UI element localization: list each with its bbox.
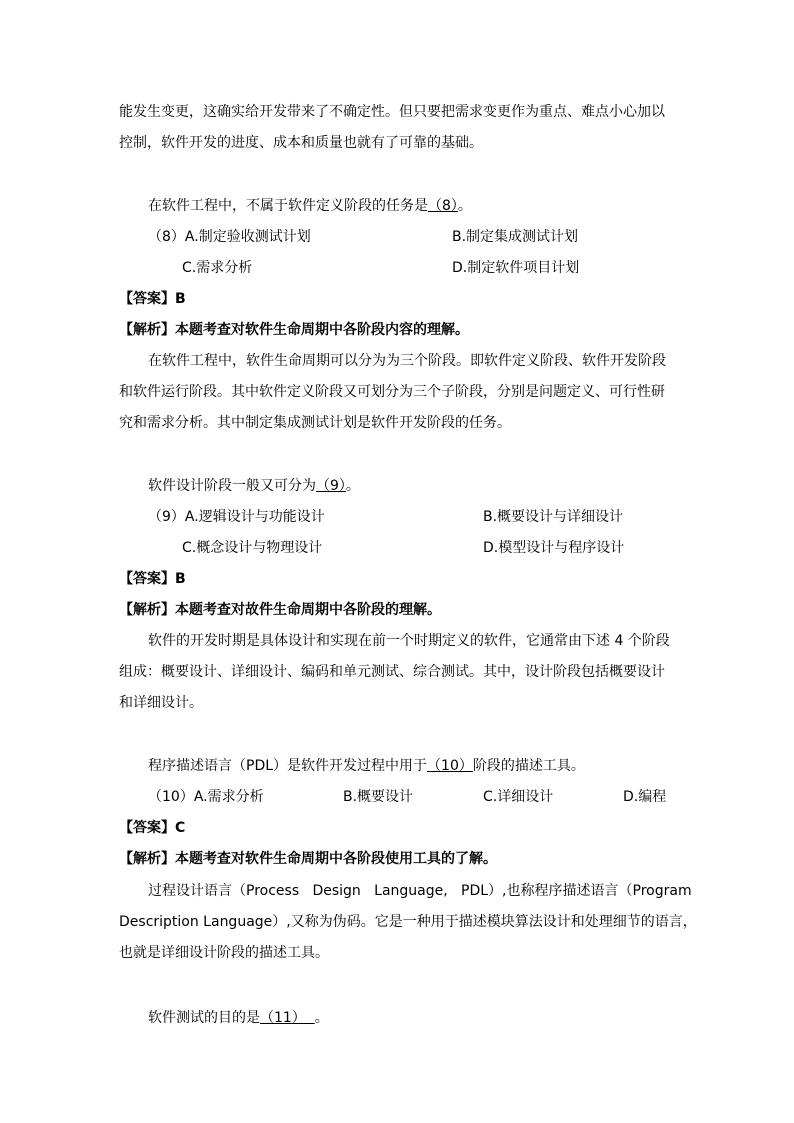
analysis-heading [119, 320, 469, 340]
question-number: （9） [148, 509, 185, 525]
question-10-stem [148, 756, 585, 776]
answer-blank: （11） [260, 1010, 315, 1026]
answer-line [119, 818, 185, 838]
stem-text: 阶段的描述工具。 [472, 758, 585, 774]
stem-text: 程序描述语言（PDL）是软件开发过程中用于 [148, 758, 428, 774]
stem-text: 在软件工程中，不属于软件定义阶段的任务是 [148, 198, 428, 214]
answer-line [119, 289, 186, 309]
option-text: A.逻辑设计与功能设计 [184, 509, 325, 525]
analysis-label: 【解析】 [119, 322, 175, 338]
analysis-title: 本题考查对软件生命周期中各阶段内容的理解。 [175, 322, 469, 338]
answer-value: B [175, 291, 186, 307]
answer-label: 【答案】 [119, 291, 175, 307]
analysis-line: 究和需求分析。其中制定集成测试计划是软件开发阶段的任务。 [119, 415, 511, 431]
answer-value: C [175, 820, 186, 836]
option-c: C.详细设计 [483, 789, 554, 805]
question-number: （10） [148, 789, 194, 805]
question-11-stem [148, 1008, 329, 1028]
stem-text: 软件测试的目的是 [148, 1010, 260, 1026]
analysis-line: 和详细设计。 [119, 695, 203, 711]
answer-blank: （8） [428, 198, 458, 214]
option-d: D.编程 [623, 789, 667, 805]
option-a [148, 227, 311, 247]
stem-text: 。 [314, 1010, 329, 1026]
answer-line [119, 569, 186, 589]
option-b: B.概要设计 [343, 789, 414, 805]
option-text: A.需求分析 [193, 789, 264, 805]
answer-blank: （9） [316, 478, 346, 494]
analysis-line: Description Language）,又称为伪码。它是一种用于描述模块算法设计和处理细节的语言， [119, 914, 697, 930]
answer-value: B [175, 571, 186, 587]
answer-label: 【答案】 [119, 820, 175, 836]
analysis-line: 也就是详细设计阶段的描述工具。 [119, 945, 329, 961]
analysis-title: 本题考查对故件生命周期中各阶段的理解。 [175, 602, 441, 618]
question-8-stem [148, 196, 472, 216]
analysis-label: 【解析】 [119, 851, 175, 867]
option-d: D.制定软件项目计划 [452, 260, 580, 276]
option-b: B.制定集成测试计划 [452, 229, 579, 245]
analysis-line: 组成：概要设计、详细设计、编码和单元测试、综合测试。其中，设计阶段包括概要设计 [119, 664, 665, 680]
stem-text: 。 [457, 198, 472, 214]
option-a [148, 507, 325, 527]
question-9-stem [148, 476, 360, 496]
answer-blank: （10） [427, 758, 473, 774]
option-d: D.模型设计与程序设计 [483, 540, 625, 556]
option-a [148, 787, 264, 807]
answer-label: 【答案】 [119, 571, 175, 587]
option-c: C.概念设计与物理设计 [182, 540, 323, 556]
stem-text: 软件设计阶段一般又可分为 [148, 478, 316, 494]
analysis-title: 本题考查对软件生命周期中各阶段使用工具的了解。 [175, 851, 497, 867]
option-b: B.概要设计与详细设计 [483, 509, 624, 525]
paragraph-line: 控制，软件开发的进度、成本和质量也就有了可靠的基础。 [119, 135, 483, 151]
option-text: A.制定验收测试计划 [184, 229, 311, 245]
analysis-line: 过程设计语言（Process Design Language, PDL）,也称程序描述语言（Program [148, 883, 692, 899]
analysis-line: 在软件工程中，软件生命周期可以分为为三个阶段。即软件定义阶段、软件开发阶段 [148, 353, 666, 369]
paragraph-line: 能发生变更，这确实给开发带来了不确定性。但只要把需求变更作为重点、难点小心加以 [119, 104, 665, 120]
question-number: （8） [148, 229, 185, 245]
analysis-heading [119, 849, 497, 869]
analysis-heading [119, 600, 441, 620]
analysis-label: 【解析】 [119, 602, 175, 618]
analysis-line: 和软件运行阶段。其中软件定义阶段又可划分为三个子阶段，分别是问题定义、可行性研 [119, 384, 665, 400]
stem-text: 。 [345, 478, 360, 494]
analysis-line: 软件的开发时期是具体设计和实现在前一个时期定义的软件，它通常由下述 4 个阶段 [148, 633, 670, 649]
option-c: C.需求分析 [182, 260, 253, 276]
